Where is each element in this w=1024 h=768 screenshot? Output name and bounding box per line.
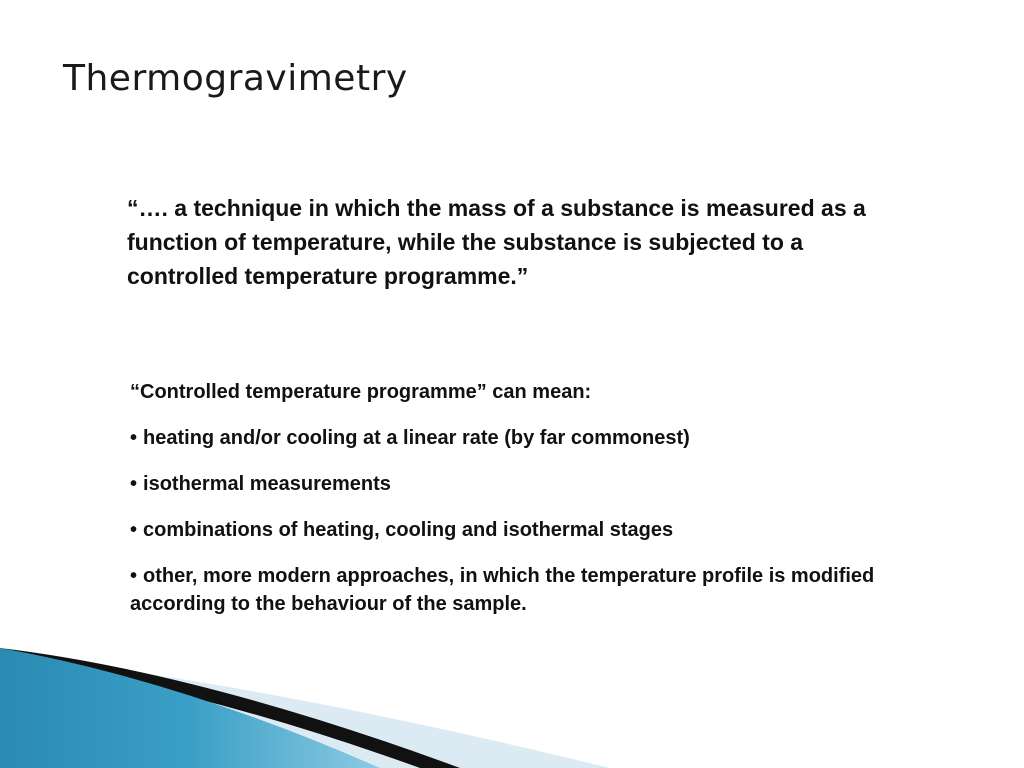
list-item-text: other, more modern approaches, in which the temperature profile is modified according to the behaviour of the sample.	[130, 565, 875, 615]
slide-title: Thermogravimetry	[63, 58, 408, 99]
definition-quote: “…. a technique in which the mass of a substance is measured as a function of temperature, while the substance is subjected to a controlled temperature programme.”	[127, 195, 866, 289]
wave-light-band	[0, 655, 610, 768]
list-item-text: combinations of heating, cooling and isothermal stages	[143, 519, 674, 541]
list-item	[130, 424, 930, 452]
list-item-text: heating and/or cooling at a linear rate (by far commonest)	[143, 427, 690, 449]
wave-dark-line	[0, 648, 460, 768]
bullet-icon: •	[130, 427, 138, 449]
bullet-icon: •	[130, 565, 138, 587]
bullet-icon: •	[130, 519, 138, 541]
list-item	[130, 516, 930, 544]
list-item	[130, 562, 930, 618]
wave-blue-band	[0, 648, 380, 768]
programme-section	[130, 378, 930, 636]
list-item-text: isothermal measurements	[143, 473, 391, 495]
programme-list	[130, 424, 930, 618]
bullet-icon: •	[130, 473, 138, 495]
programme-intro: “Controlled temperature programme” can mean:	[130, 381, 592, 403]
list-item	[130, 470, 930, 498]
